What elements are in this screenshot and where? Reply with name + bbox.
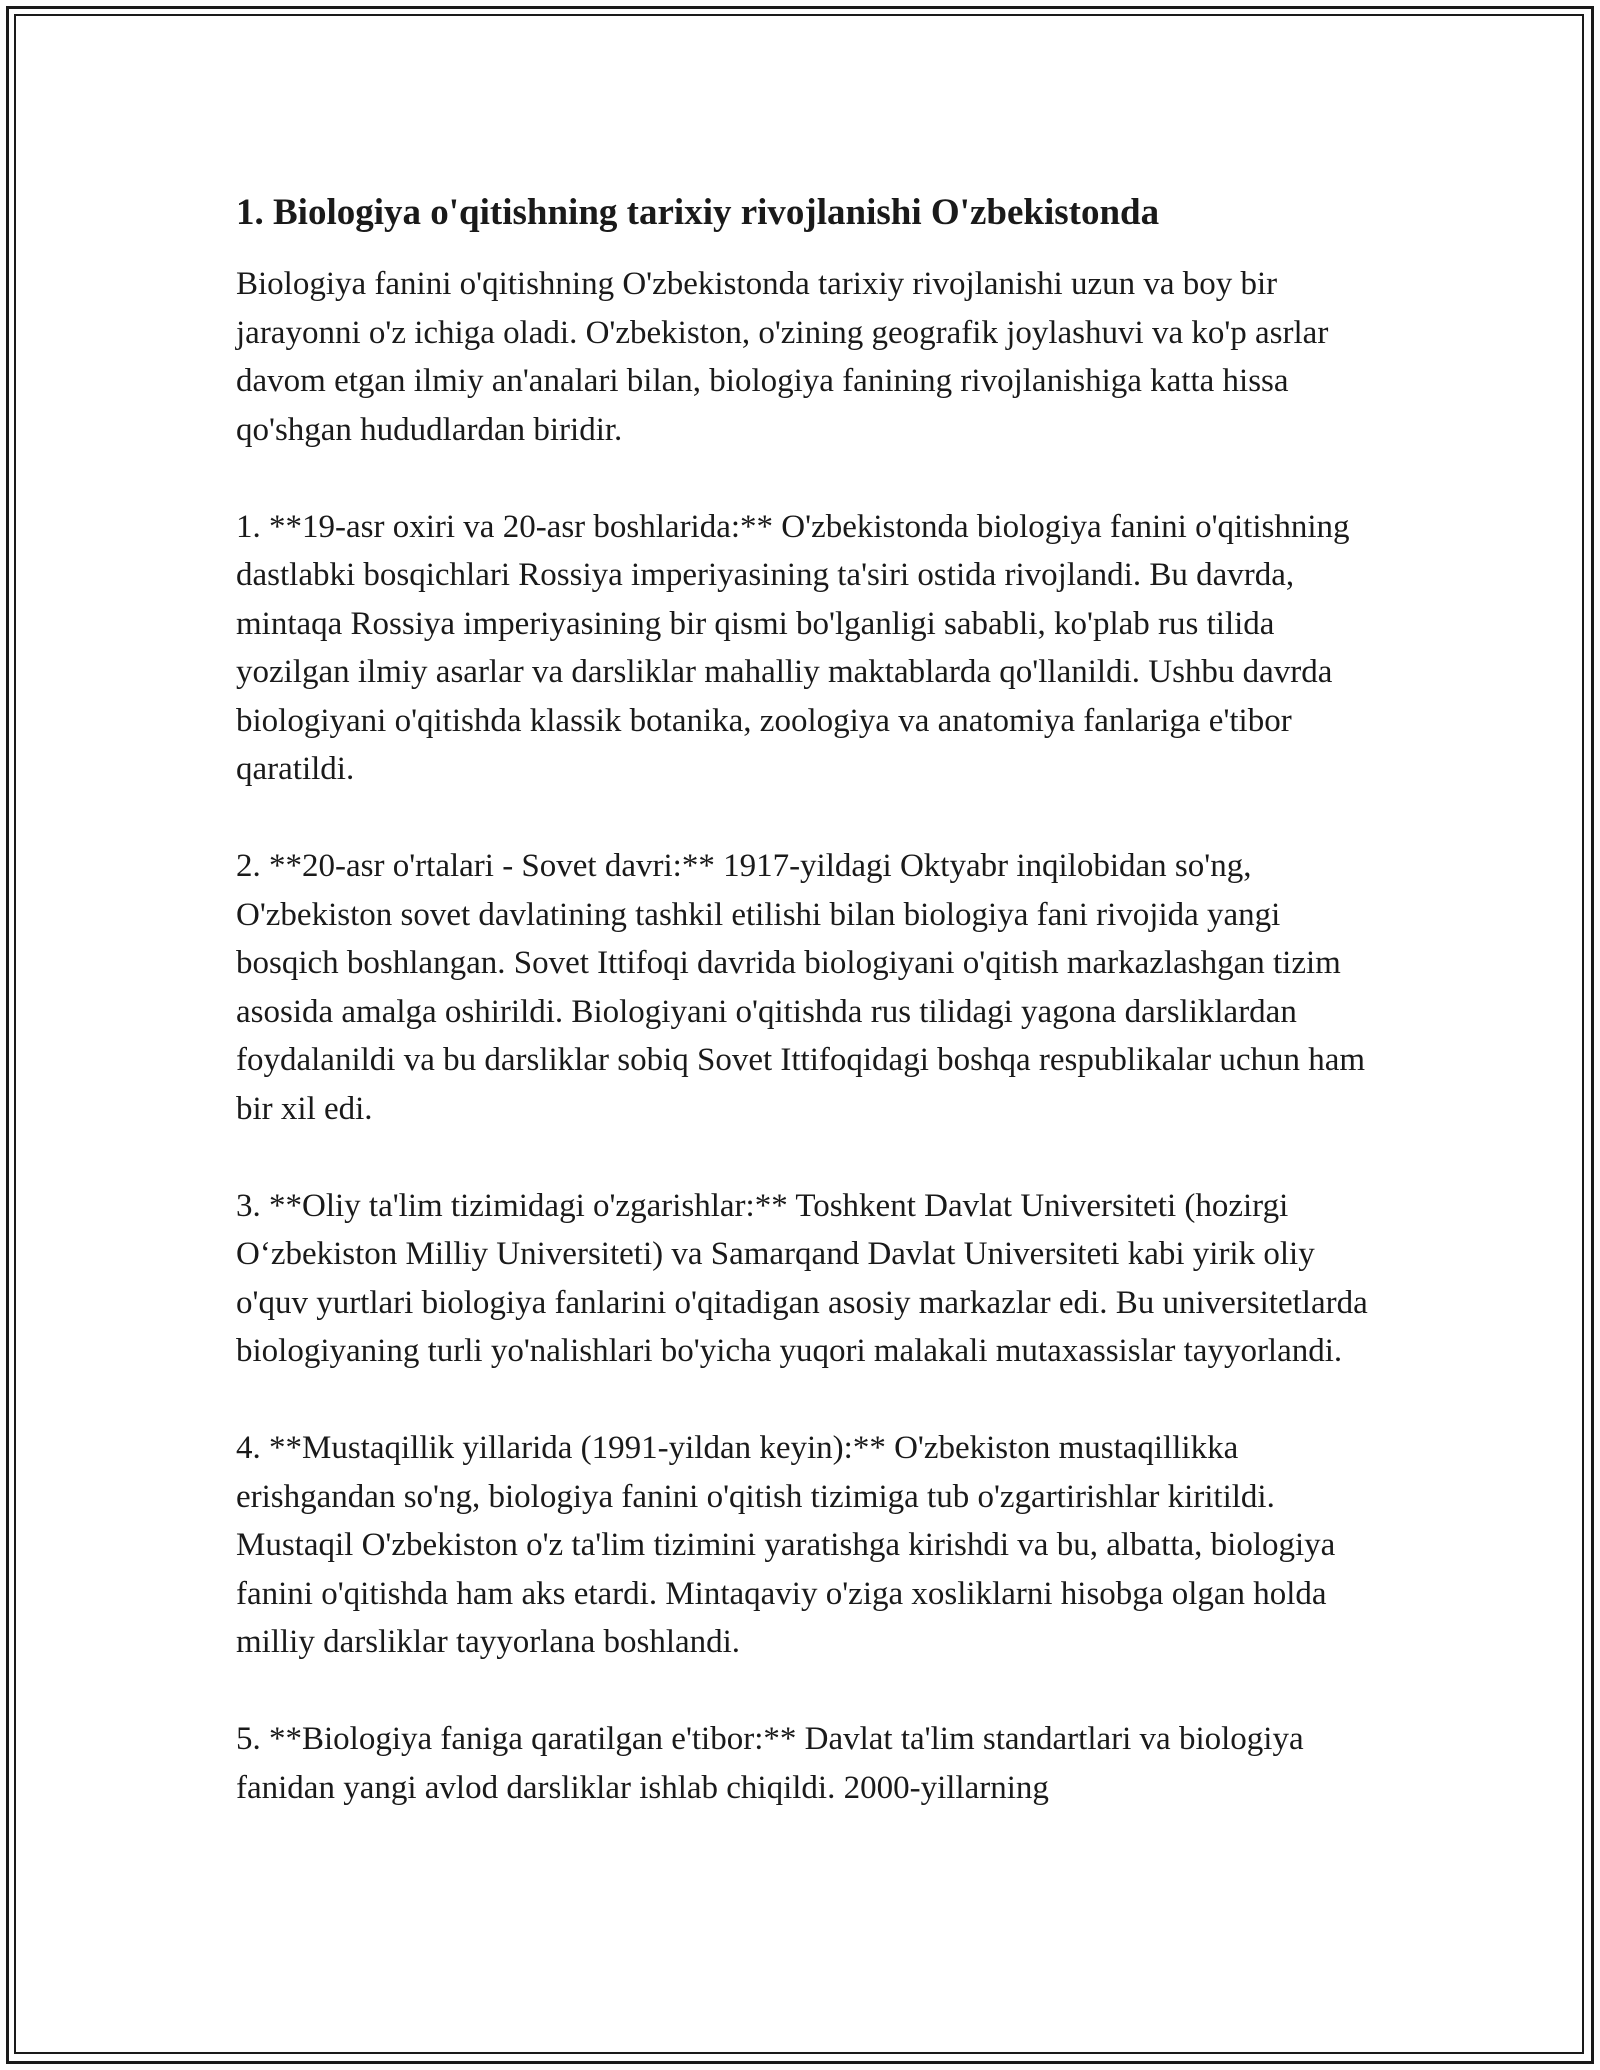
paragraph-item-5: 5. **Biologiya faniga qaratilgan e'tibor:** Davlat ta'lim standartlari va biologiya fanidan yangi avlod darsliklar ishlab chiqildi. 2000-yillarning bbox=[236, 1721, 1304, 1806]
document-title: 1. Biologiya o'qitishning tarixiy rivojlanishi O'zbekistonda bbox=[236, 192, 1160, 233]
paragraph-item-2: 2. **20-asr o'rtalari - Sovet davri:** 1917-yildagi Oktyabr inqilobidan so'ng, O'zbekiston sovet davlatining tashkil etilishi bilan biologiya fani rivojida yangi bosqich boshlangan. Sovet Ittifoqi davrida biologiyani o'qitish markazlashgan tizim asosida amalga oshirildi. Biologiyani o'qitishda rus tilidagi yagona darsliklardan foydalanildi va bu darsliklar sobiq Sovet Ittifoqidagi boshqa respublikalar uchun ham bir xil edi. bbox=[236, 848, 1366, 1127]
paragraph-intro: Biologiya fanini o'qitishning O'zbekistonda tarixiy rivojlanishi uzun va boy bir jarayonni o'z ichiga oladi. O'zbekiston, o'zining geografik joylashuvi va ko'p asrlar davom etgan ilmiy an'analari bilan, biologiya fanining rivojlanishiga katta hissa qo'shgan hududlardan biridir. bbox=[236, 266, 1329, 448]
paragraph-item-1: 1. **19-asr oxiri va 20-asr boshlarida:** O'zbekistonda biologiya fanini o'qitishning dastlabki bosqichlari Rossiya imperiyasining ta'siri ostida rivojlandi. Bu davrda, mintaqa Rossiya imperiyasining bir qismi bo'lganligi sababli, ko'plab rus tilida yozilgan ilmiy asarlar va darsliklar mahalliy maktablarda qo'llanildi. Ushbu davrda biologiyani o'qitishda klassik botanika, zoologiya va anatomiya fanlariga e'tibor qaratildi. bbox=[236, 508, 1350, 787]
paragraph-item-4: 4. **Mustaqillik yillarida (1991-yildan keyin):** O'zbekiston mustaqillikka erishgandan so'ng, biologiya fanini o'qitish tizimiga tub o'zgartirishlar kiritildi. Mustaqil O'zbekiston o'z ta'lim tizimini yaratishga kirishdi va bu, albatta, biologiya fanini o'qitishda ham aks etardi. Mintaqaviy o'ziga xosliklarni hisobga olgan holda milliy darsliklar tayyorlana boshlandi. bbox=[236, 1430, 1336, 1660]
paragraph-item-3: 3. **Oliy ta'lim tizimidagi o'zgarishlar:** Toshkent Davlat Universiteti (hozirgi O‘zbekiston Milliy Universiteti) va Samarqand Davlat Universiteti kabi yirik oliy o'quv yurtlari biologiya fanlarini o'qitadigan asosiy markazlar edi. Bu universitetlarda biologiyaning turli yo'nalishlari bo'yicha yuqori malakali mutaxassislar tayyorlandi. bbox=[236, 1187, 1368, 1369]
document-body bbox=[236, 188, 1376, 1861]
